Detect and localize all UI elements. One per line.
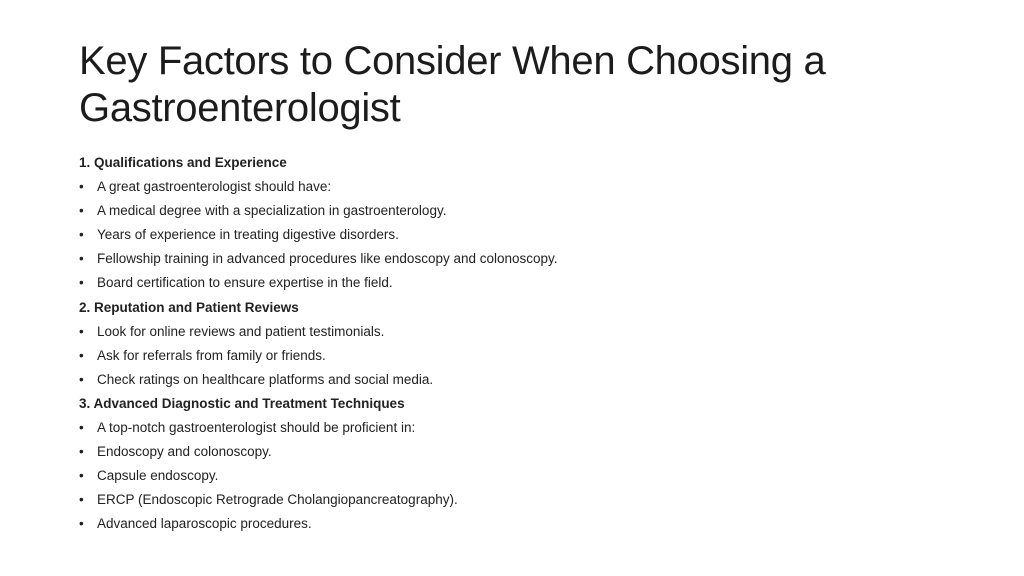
slide-content-list (79, 151, 959, 537)
bullet-item (79, 247, 959, 271)
bullet-icon: • (79, 516, 84, 532)
bullet-item (79, 271, 959, 295)
bullet-icon: • (79, 227, 84, 243)
bullet-item (79, 368, 959, 392)
bullet-text: ERCP (Endoscopic Retrograde Cholangiopancreatography). (97, 492, 458, 508)
bullet-icon: • (79, 444, 84, 460)
section-heading: 3. Advanced Diagnostic and Treatment Techniques (79, 395, 405, 411)
bullet-text: Capsule endoscopy. (97, 468, 219, 484)
bullet-item (79, 512, 959, 536)
bullet-icon: • (79, 347, 84, 363)
bullet-item (79, 175, 959, 199)
bullet-item (79, 199, 959, 223)
bullet-icon: • (79, 468, 84, 484)
bullet-item (79, 223, 959, 247)
bullet-text: Check ratings on healthcare platforms and social media. (97, 371, 434, 387)
bullet-icon: • (79, 203, 84, 219)
bullet-text: A great gastroenterologist should have: (97, 179, 332, 195)
bullet-item (79, 320, 959, 344)
bullet-icon: • (79, 420, 84, 436)
bullet-text: Advanced laparoscopic procedures. (97, 516, 312, 532)
bullet-text: A top-notch gastroenterologist should be proficient in: (97, 420, 416, 436)
bullet-text: Look for online reviews and patient testimonials. (97, 323, 385, 339)
bullet-icon: • (79, 179, 84, 195)
bullet-text: Board certification to ensure expertise in the field. (97, 275, 393, 291)
section-heading: 1. Qualifications and Experience (79, 155, 287, 170)
bullet-item (79, 416, 959, 440)
bullet-text: Years of experience in treating digestive disorders. (97, 227, 399, 243)
section-heading: 2. Reputation and Patient Reviews (79, 299, 299, 315)
bullet-item (79, 344, 959, 368)
bullet-item (79, 488, 959, 512)
bullet-icon: • (79, 275, 84, 291)
slide-title: Key Factors to Consider When Choosing a Gastroenterologist (79, 39, 826, 130)
bullet-text: Ask for referrals from family or friends. (97, 347, 326, 363)
bullet-text: A medical degree with a specialization in gastroenterology. (97, 203, 447, 219)
bullet-icon: • (79, 251, 84, 267)
bullet-icon: • (79, 371, 84, 387)
bullet-text: Fellowship training in advanced procedures like endoscopy and colonoscopy. (97, 251, 558, 267)
bullet-icon: • (79, 323, 84, 339)
bullet-text: Endoscopy and colonoscopy. (97, 444, 272, 460)
bullet-item (79, 440, 959, 464)
bullet-icon: • (79, 492, 84, 508)
bullet-item (79, 464, 959, 488)
